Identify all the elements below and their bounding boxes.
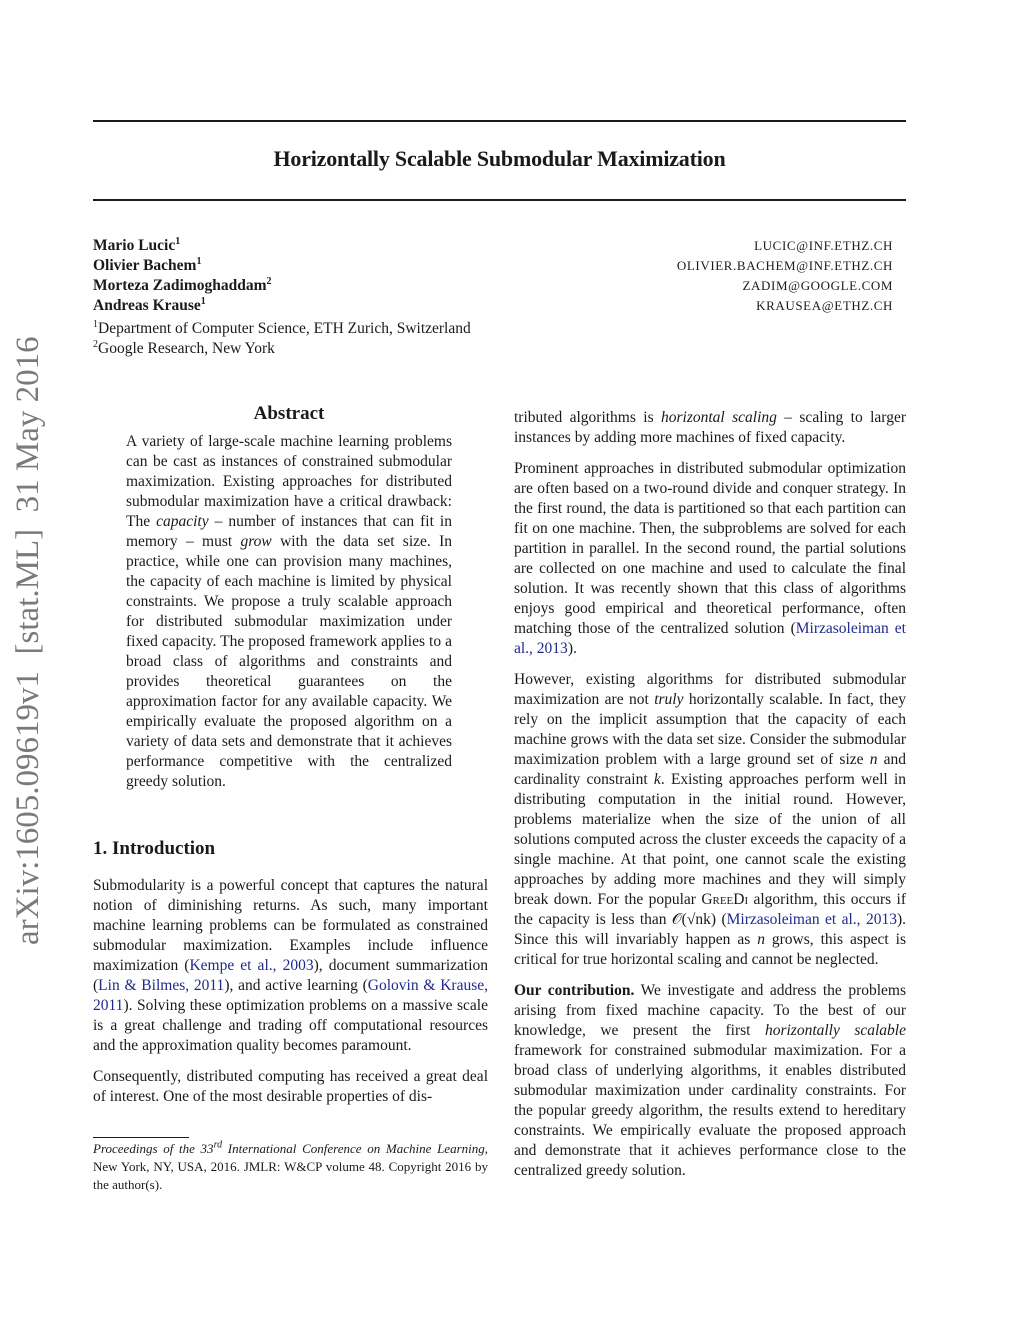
title-rule-top bbox=[93, 120, 906, 122]
abstract-heading: Abstract bbox=[253, 403, 325, 424]
author-email[interactable]: LUCIC@INF.ETHZ.CH bbox=[754, 238, 893, 253]
affiliation: $^2$Google Research, New York bbox=[93, 338, 275, 357]
paragraph-contribution: Our contribution. We investigate and address the problems arising from fixed machine capacity. To the best of our knowledge, we present the first horizontally scalable framework for constrained submodular maximization. For a broad class of underlying algorithms, it enables distributed submodular maximization under cardinality constraints. For the popular greedy algorithm, the results extend to hereditary constraints. We empirically evaluate the proposed approach and demonstrate that it achieves performance close to the centralized greedy solution. bbox=[514, 982, 907, 1179]
right-column-body bbox=[514, 408, 906, 1192]
citation-link[interactable]: Lin & Bilmes, 2011 bbox=[98, 977, 225, 994]
citation-link[interactable]: Mirzasoleiman et al., 2013 bbox=[514, 620, 906, 657]
algorithm-name: GreeDi bbox=[701, 891, 749, 908]
author-name: Andreas Krause$^1$ bbox=[93, 295, 206, 314]
paragraph: Prominent approaches in distributed submodular optimization are often based on a two-round divide and conquer strategy. In the first round, the data is partitioned so that each partition can fit on one machine. Then, the subproblems are solved for each partition in parallel. In the second round, the partial solutions are collected on one machine and used to calculate the final solution. It was recently shown that this class of algorithms enjoys good empirical and theoretical performance, often matching those of the centralized solution (Mirzasoleiman et al., 2013). bbox=[514, 460, 906, 657]
left-column-body bbox=[93, 876, 488, 1118]
author-name: Olivier Bachem$^1$ bbox=[93, 255, 202, 274]
footnote: Proceedings of the 33rd International Conference on Machine Learning, New York, NY, USA, 2016. JMLR: W&CP volume 48. Copyright 2016 by the author(s). bbox=[93, 1139, 488, 1192]
author-email[interactable]: ZADIM@GOOGLE.COM bbox=[742, 278, 893, 293]
citation-link[interactable]: Kempe et al., 2003 bbox=[189, 957, 314, 974]
paragraph: However, existing algorithms for distributed submodular maximization are not truly horizontally scalable. In fact, they rely on the implicit assumption that the capacity of each machine grows with the data set size. Consider the submodular maximization problem with a large ground set of size n and cardinality constraint k. Existing approaches perform well in distributing computation in the initial round. However, problems materialize when the size of the union of all solutions computed across the cluster exceeds the capacity of a single machine. At that point, one cannot scale the existing approaches by adding more machines and they will simply break down. For the popular GreeDi algorithm, this occurs if the capacity is less than 𝒪(√nk) (Mirzasoleiman et al., 2013). Since this will invariably happen as n grows, this aspect is critical for true horizontal scaling and cannot be neglected. bbox=[514, 671, 907, 968]
affiliation: $^1$Department of Computer Science, ETH Zurich, Switzerland bbox=[93, 318, 471, 337]
author-name: Morteza Zadimoghaddam$^2$ bbox=[93, 275, 272, 294]
paper-title: Horizontally Scalable Submodular Maximization bbox=[273, 146, 726, 171]
email-block bbox=[677, 236, 893, 316]
footnote-rule bbox=[93, 1137, 189, 1138]
author-block bbox=[93, 236, 513, 359]
title-rule-bottom bbox=[93, 199, 906, 201]
author-email[interactable]: KRAUSEA@ETHZ.CH bbox=[756, 298, 893, 313]
section-heading-introduction: 1. Introduction bbox=[93, 838, 216, 859]
paragraph: Submodularity is a powerful concept that captures the natural notion of diminishing returns. As such, many important machine learning problems can be formulated as constrained submodular maximization. Examples include influence maximization (Kempe et al., 2003), document summarization (Lin & Bilmes, 2011), and active learning (Golovin & Krause, 2011). Solving these optimization problems on a massive scale is a great challenge and trading off computational resources and the approximation quality becomes paramount. bbox=[93, 877, 488, 1054]
math-big-o: 𝒪(√nk) bbox=[671, 911, 717, 928]
author-name: Mario Lucic$^1$ bbox=[93, 235, 181, 254]
arxiv-stamp: arXiv:1605.09619v1 [stat.ML] 31 May 2016 bbox=[10, 336, 46, 945]
paragraph: tributed algorithms is horizontal scaling – scaling to larger instances by adding more machines of fixed capacity. bbox=[514, 409, 906, 446]
citation-link[interactable]: Mirzasoleiman et al., 2013 bbox=[726, 911, 897, 928]
paragraph: Consequently, distributed computing has received a great deal of interest. One of the most desirable properties of dis- bbox=[93, 1068, 488, 1105]
abstract-text: A variety of large-scale machine learning problems can be cast as instances of constrained submodular maximization. Existing approaches for distributed submodular maximization have a critical drawback: The capacity – number of instances that can fit in memory – must grow with the data set size. In practice, while one can provision many machines, the capacity of each machine is limited by physical constraints. We propose a truly scalable approach for distributed submodular maximization under fixed capacity. The proposed framework applies to a broad class of algorithms and constraints and provides theoretical guarantees on the approximation factor for any available capacity. We empirically evaluate the proposed algorithm on a variety of data sets and demonstrate that it achieves performance competitive with the centralized greedy solution. bbox=[126, 433, 452, 790]
citation-link[interactable]: Golovin & Krause, 2011 bbox=[93, 977, 488, 1014]
abstract-section bbox=[126, 404, 452, 792]
author-email[interactable]: OLIVIER.BACHEM@INF.ETHZ.CH bbox=[676, 258, 893, 273]
